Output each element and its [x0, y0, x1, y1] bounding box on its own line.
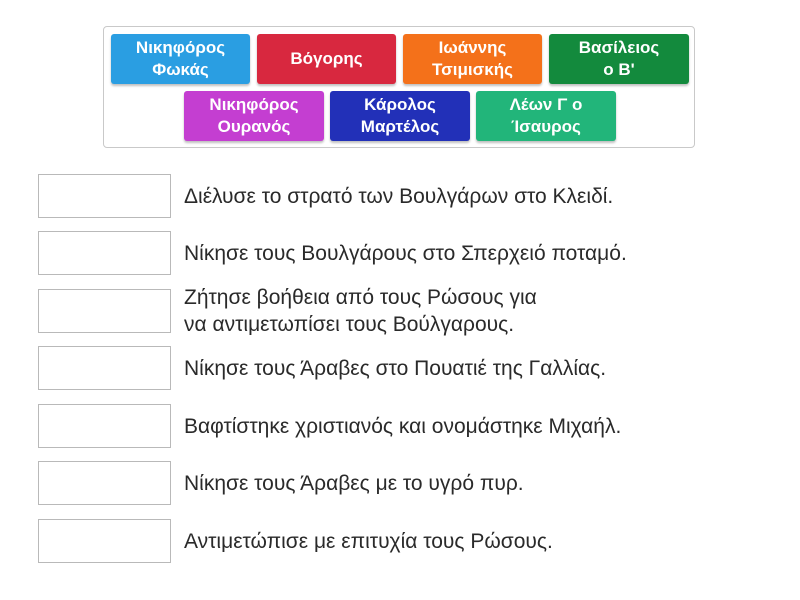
answer-tile-nikiforos-ouranos[interactable]: Νικηφόρος Ουρανός [184, 91, 324, 141]
answer-tile-leon-isavros[interactable]: Λέων Γ ο Ίσαυρος [476, 91, 616, 141]
answer-tile-vasileios-b[interactable]: Βασίλειος ο Β' [549, 34, 689, 84]
statement-row [0, 286, 800, 336]
statement-text: Νίκησε τους Άραβες με το υγρό πυρ. [184, 471, 524, 495]
statement-row [0, 519, 800, 563]
drop-slot[interactable] [38, 231, 171, 275]
statement-text: Διέλυσε το στρατό των Βουλγάρων στο Κλειδί. [184, 184, 614, 208]
statement-text: Ζήτησε βοήθεια από τους Ρώσους για να αντιμετωπίσει τους Βούλγαρους. [184, 286, 537, 336]
statement-row [0, 404, 800, 448]
drop-slot[interactable] [38, 404, 171, 448]
answer-tile-ioannis-tsimiskis[interactable]: Ιωάννης Τσιμισκής [403, 34, 542, 84]
answer-tile-karolos-martelos[interactable]: Κάρολος Μαρτέλος [330, 91, 470, 141]
statement-row [0, 231, 800, 275]
answer-bank [103, 26, 695, 148]
statement-row [0, 346, 800, 390]
statement-text: Βαφτίστηκε χριστιανός και ονομάστηκε Μιχαήλ. [184, 414, 622, 438]
drop-slot[interactable] [38, 519, 171, 563]
drop-slot[interactable] [38, 346, 171, 390]
drop-slot[interactable] [38, 289, 171, 333]
statement-row [0, 174, 800, 218]
statement-row [0, 461, 800, 505]
statement-text: Αντιμετώπισε με επιτυχία τους Ρώσους. [184, 529, 553, 553]
statement-text: Νίκησε τους Βουλγάρους στο Σπερχειό ποταμό. [184, 241, 627, 265]
statement-text: Νίκησε τους Άραβες στο Πουατιέ της Γαλλίας. [184, 356, 607, 380]
drop-slot[interactable] [38, 174, 171, 218]
drop-slot[interactable] [38, 461, 171, 505]
answer-tile-nikiforos-fokas[interactable]: Νικηφόρος Φωκάς [111, 34, 250, 84]
answer-tile-vogoris[interactable]: Βόγορης [257, 34, 396, 84]
